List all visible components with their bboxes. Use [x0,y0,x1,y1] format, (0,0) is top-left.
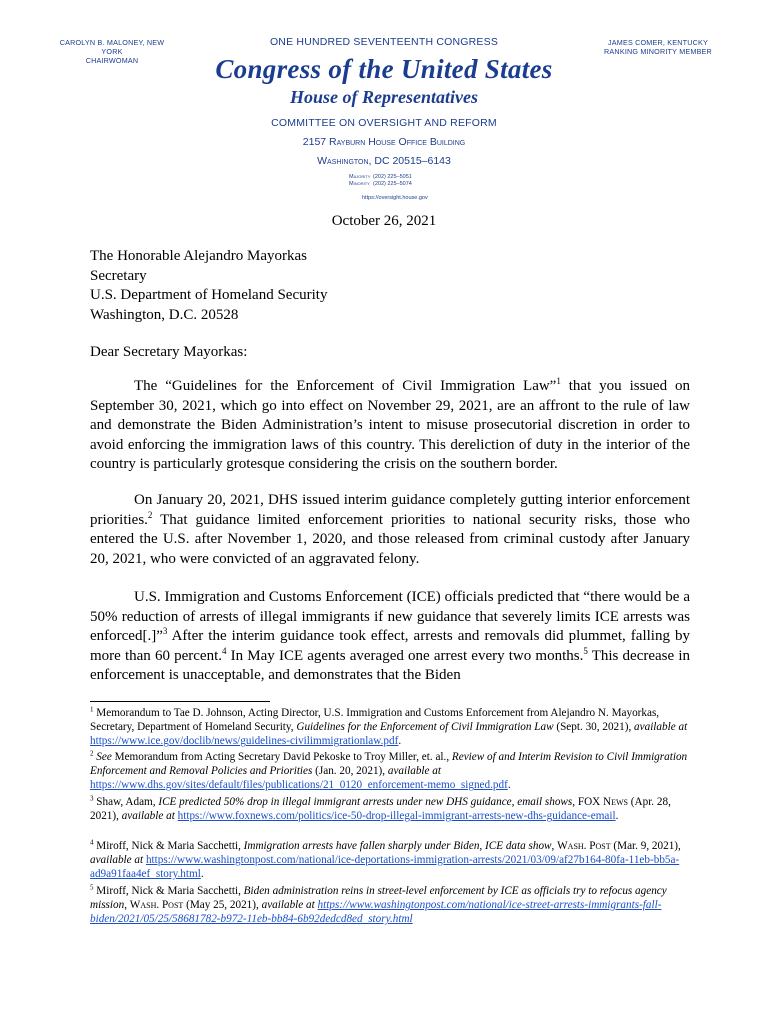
congress-number: ONE HUNDRED SEVENTEENTH CONGRESS [269,36,499,48]
minority-label: Minority [349,181,370,187]
footnote-2: $^2$ See Memorandum from Acting Secretary David Pekoske to Troy Miller, et. al., Review of and Interim Revision to Civil Immigration Enforcement and Removal Policies and Priorities (Jan. 20, 2021), available at https://www.dhs.gov/sites/default/files/publications/21_0120_enforcement-memo_signed.pdf. [90,749,688,792]
house-title: House of Representatives [290,87,478,107]
footnote-5: $^5$ Miroff, Nick & Maria Sacchetti, Biden administration reins in street-level enforcement by ICE as officials try to refocus agency mission, Wash. Post (May 25, 2021), available at https://www.washingtonpost.com/national/ice-street-arrests-immigrants-fall-biden/2021/05/25/58681782-b972-11eb-bb84-6b92dedcd8ed_story.html [90,883,667,926]
footnote-4-link[interactable]: https://www.washingtonpost.com/national/ice-deportations-immigration-arrests/2021/03/09/af27b164-80fa-11eb-bb5a-ad9a91faa4ef_story.html [90,854,680,881]
footnote-divider [90,701,270,702]
letter-date: October 26, 2021 [331,213,437,229]
footnote-5-link[interactable]: https://www.washingtonpost.com/national/ice-street-arrests-immigrants-fall-biden/2021/05/25/58681782-b972-11eb-bb84-6b92dedcd8ed_story.html [90,899,662,926]
footnote-1-link[interactable]: https://www.ice.gov/doclib/news/guidelines-civilimmigrationlaw.pdf [90,735,399,748]
committee-website[interactable]: https://oversight.house.gov [362,195,428,201]
footnote-3-link[interactable]: https://www.foxnews.com/politics/ice-50-drop-illegal-immigrant-arrests-new-dhs-guidance-email [177,810,616,823]
recipient-city: Washington, D.C. 20528 [90,306,239,323]
recipient-title: Secretary [90,267,147,284]
office-address-line2: Washington, DC 20515–6143 [317,155,451,167]
footnote-ref-2[interactable]: 2 [147,509,153,520]
committee-name: COMMITTEE ON OVERSIGHT AND REFORM [271,117,497,129]
body-paragraph-3: U.S. Immigration and Customs Enforcement (ICE) officials predicted that “there would be a 50% reduction of arrests of illegal immigrants if new guidance that severely limits ICE arrests was enforced[.]”$^3$ After the interim guidance took effect, arrests and removals did plummet, falling by more than 60 percent.$^4$ In May ICE agents averaged one arrest every two months.$^5$ This decrease in enforcement is unacceptable, and demonstrates that the Biden [90,589,690,683]
chair-title: CHAIRWOMAN [85,56,139,65]
body-paragraph-2: On January 20, 2021, DHS issued interim guidance completely gutting interior enforcement priorities.$^2$ That guidance limited enforcement priorities to national security risks, those who entered the U.S. after November 1, 2020, and those released from criminal custody after January 20, 2021, who were convicted of an aggravated felony. [90,492,690,567]
footnote-ref-4[interactable]: 4 [222,645,227,656]
footnote-ref-3[interactable]: 3 [162,626,168,636]
congress-title: Congress of the United States [215,54,553,84]
salutation: Dear Secretary Mayorkas: [90,344,248,360]
majority-phone: (202) 225–5051 [373,174,412,180]
footnote-2-link[interactable]: https://www.dhs.gov/sites/default/files/publications/21_0120_enforcement-memo_signed.pdf [90,779,508,792]
recipient-organization: U.S. Department of Homeland Security [90,287,328,303]
footnote-1: $^1$ Memorandum to Tae D. Johnson, Acting Director, U.S. Immigration and Customs Enforcement from Alejandro N. Mayorkas, Secretary, Department of Homeland Security, Guidelines for the Enforcement of Civil Immigration Law (Sept. 30, 2021), available at https://www.ice.gov/doclib/news/guidelines-civilimmigrationlaw.pdf. [90,705,688,748]
footnote-4: $^4$ Miroff, Nick & Maria Sacchetti, Immigration arrests have fallen sharply under Biden, ICE data show, Wash. Post (Mar. 9, 2021), available at https://www.washingtonpost.com/national/ice-deportations-immigration-arrests/2021/03/09/af27b164-80fa-11eb-bb5a-ad9a91faa4ef_story.html. [90,838,681,881]
chair-name: CAROLYN B. MALONEY, NEW YORK [59,38,165,56]
footnote-3: $^3$ Shaw, Adam, ICE predicted 50% drop in illegal immigrant arrests under new DHS guidance, email shows, FOX News (Apr. 28, 2021), available at https://www.foxnews.com/politics/ice-50-drop-illegal-immigrant-arrests-new-dhs-guidance-email. [90,794,671,823]
majority-label: Majority [349,174,371,180]
recipient-name: The Honorable Alejandro Mayorkas [90,248,308,264]
footnote-ref-1[interactable]: 1 [556,376,561,386]
ranking-member-title: RANKING MINORITY MEMBER [604,47,712,56]
footnote-ref-5[interactable]: 5 [583,645,588,656]
recipient-address [90,247,327,325]
minority-phone: (202) 225–5074 [373,181,412,187]
ranking-member-name: JAMES COMER, KENTUCKY [607,38,709,47]
office-address-line1: 2157 Rayburn House Office Building [302,136,466,148]
phone-numbers [349,174,412,188]
body-paragraph-1: The “Guidelines for the Enforcement of Civil Immigration Law”$^1$ that you issued on September 30, 2021, which go into effect on November 29, 2021, are an affront to the rule of law and demonstrate the Biden Administration’s intent to misuse prosecutorial discretion in order to avoid enforcing the immigration laws of this country. This dereliction of duty in the interior of the country is particularly grotesque considering the crisis on the southern border. [90,376,690,472]
